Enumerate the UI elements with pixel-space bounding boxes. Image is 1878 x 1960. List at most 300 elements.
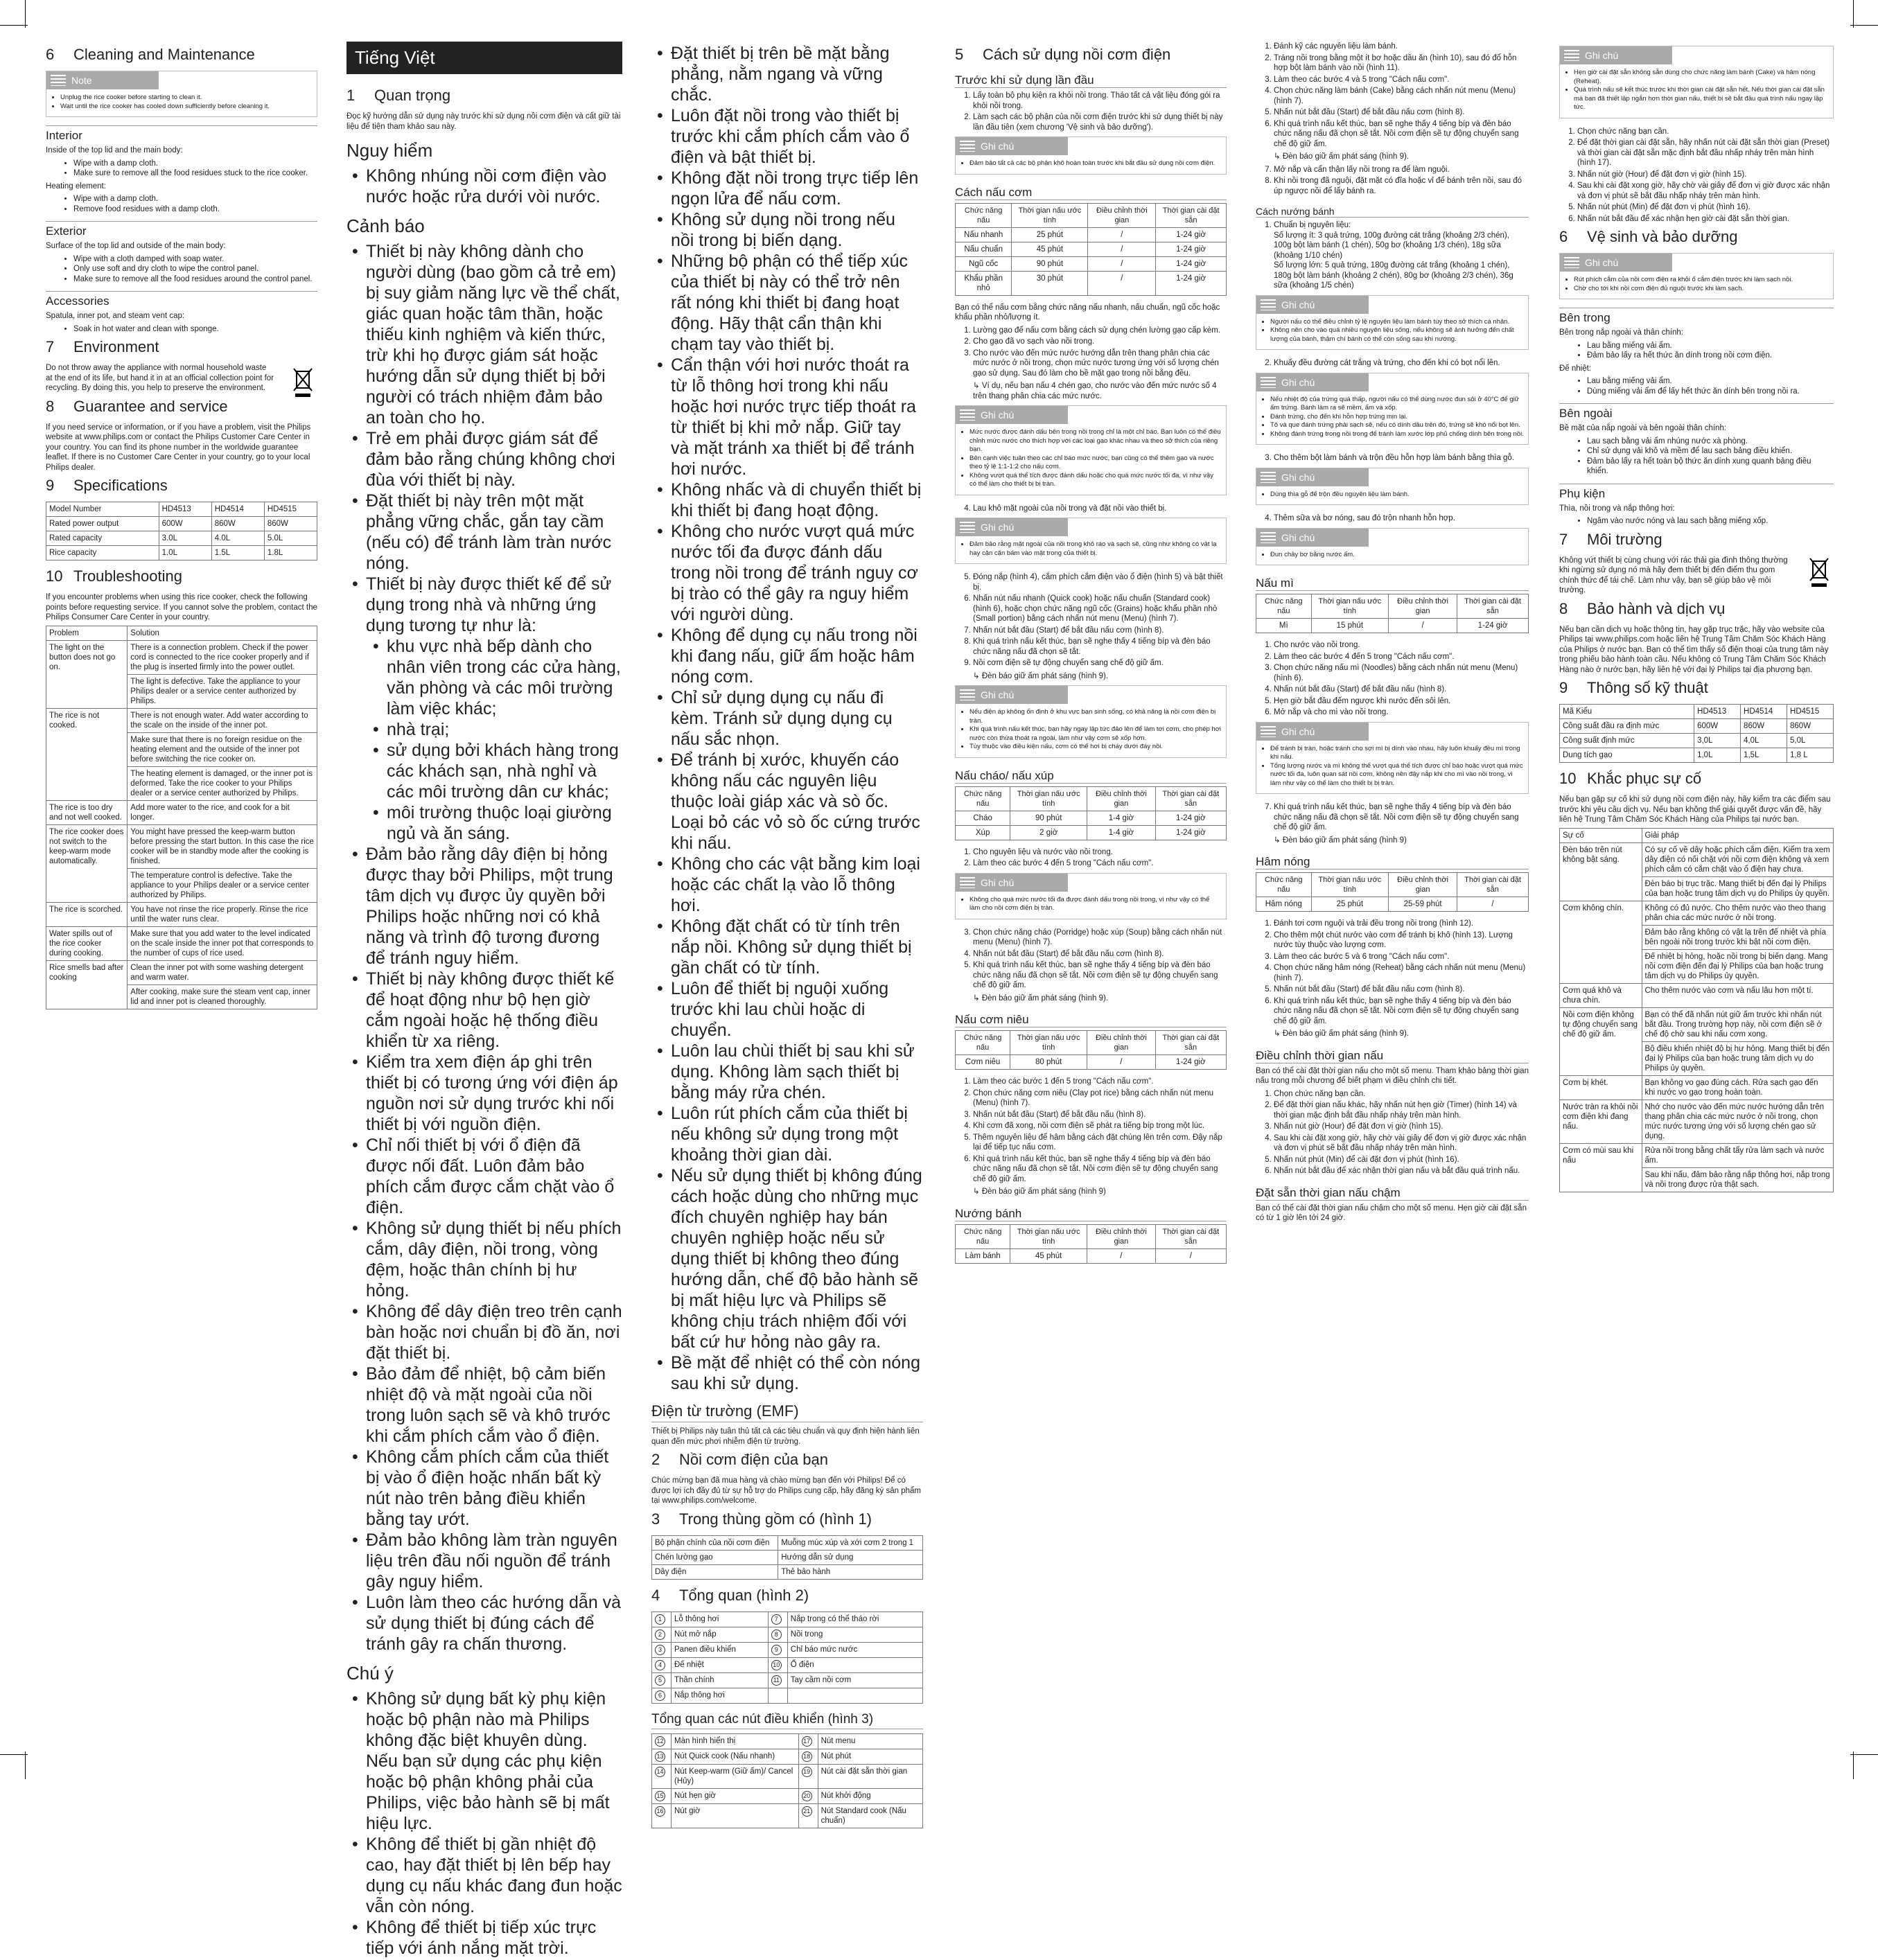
list-item: • Những bộ phận có thể tiếp xúc của thiết bị này có thể trở nên rất nóng khi thiết bị đang hoạt động. Hãy thật cẩn thận khi chạm tay vào thiết bị. [671,251,923,355]
bullet-list [1261,745,1524,788]
text-span: Đèn báo giữ ấm phát sáng (hình 9) [981,1188,1106,1196]
text-span: Ghi chú [981,876,1015,888]
text-span: 10 [46,567,63,585]
paragraph: Inside of the top lid and the main body: [46,146,183,154]
table-cell: Mã Kiểu [1560,705,1694,719]
list-item: 8. Khi nồi trong đã nguội, đặt mặt có đĩa hoặc vỉ để bánh trên nồi, sau đó úp ngược nồi để lấy bánh ra. [1274,176,1529,196]
note-icon [960,877,975,888]
paragraph: Thiết bị Philips này tuân thủ tất cả các tiêu chuẩn và quy định hiện hành liên quan đến mức phơi nhiễm điện từ trường. [651,1427,920,1446]
list-item: • Tổng lượng nước và mì không thể vượt quá thể tích được chỉ báo hoặc vượt quá mức nước tối đa, luôn quan sát nồi cơm, không nên đậy nắp khi cho mì vào nồi trong, vì làm như vậy có thể làm cho thiết bị bị tràn. [1270,762,1524,788]
list-item: • Không để dụng cụ nấu trong nồi khi đang nấu, giữ ấm hoặc hâm nóng cơm. [671,625,923,687]
list-item: 4. Lau khô mặt ngoài của nồi trong và đặt nồi vào thiết bị. [973,504,1227,514]
column-vietnamese-1 [346,42,622,1960]
note-icon [1261,472,1276,483]
list-item: • Soak in hot water and clean with sponge. [73,324,317,335]
table-cell: Nhớ cho nước vào đến mức nước hướng dẫn trên thang phân chia các mức nước ở nồi trong, chọn mức nước tương ứng với số lượng chén gạo sử dụng. [1642,1100,1834,1143]
text-span: Specifications [73,477,168,494]
numbered-list [1256,640,1529,718]
note-box [955,405,1227,495]
list-item: 4. Khi cơm đã xong, nồi cơm điện sẽ phát ra tiếng bíp trong một lúc. [973,1121,1227,1131]
table-row [652,1657,923,1672]
table-row [652,1627,923,1642]
table-cell: / [1087,1248,1155,1263]
baking-table [955,1224,1227,1264]
text-span: Cleaning and Maintenance [73,46,255,63]
table-row [1256,594,1529,619]
list-item: 7. Khi quá trình nấu kết thúc, bạn sẽ nghe thấy 4 tiếng bíp và đèn báo chức năng nấu đã chọn sẽ tắt. Nồi cơm điện sẽ tự động chuyển sang chế độ giữ ấm. [1274,802,1529,833]
list-item: • Không nhúng nồi cơm điện vào nước hoặc rửa dưới vòi nước. [366,166,622,207]
table-row [46,531,317,546]
table-cell: Muỗng múc xúp và xới cơm 2 trong 1 [778,1535,923,1550]
table-cell: 1-24 giờ [1155,1055,1226,1070]
paragraph: Bề mặt của nắp ngoài và bên ngoài thân chính: [1559,424,1727,432]
table-cell: 1,5L [1741,748,1787,763]
text-span: 4 [651,1586,660,1604]
table-row [46,546,317,560]
list-item: • Nếu điện áp không ổn định ở khu vực bạn sinh sống, có khả năng là nồi cơm điện bị tràn. [969,708,1222,725]
text-span: Trong thùng gồm có (hình 1) [679,1510,872,1528]
text-span: 18 [802,1751,812,1762]
list-item: • Wipe with a damp cloth. [73,194,317,204]
list-item: 6. Nhấn nút nấu nhanh (Quick cook) hoặc nấu chuẩn (Standard cook) (hình 6), hoặc chọn chức năng ngũ cốc (Grains) hoặc khẩu phần nhỏ (Small portion) bằng cách nhấn nút menu (Menu) (hình 7). [973,594,1227,624]
list-item: • Lau bằng miếng vải ẩm. [1587,341,1834,351]
text-span: 21 [802,1806,812,1817]
numbered-list [1256,919,1529,1026]
table-cell: Thời gian nấu ước tính [1010,1224,1087,1248]
list-item: 5. Hẹn giờ bắt đầu đếm ngược khi nước đến sôi lên. [1274,696,1529,707]
table-cell: Nấu chuẩn [956,242,1012,256]
paragraph: ↳ Đèn báo giữ ấm phát sáng (hình 9) [973,1188,1106,1196]
list-item: • Mức nước được đánh dấu bên trong nồi trong chỉ là một chỉ báo. Bạn luôn có thể điều chỉnh mức nước cho thích hợp với các loại gạo khác nhau và theo sở thích của riêng bạn. [969,428,1222,454]
table-cell: 4.0L [211,531,264,546]
text-span: Ví dụ, nếu bạn nấu 4 chén gạo, cho nước vào đến mức nước số 4 trên thang phân chia các mức nước. [973,382,1217,400]
list-item: 1. Lường gạo để nấu cơm bằng cách sử dụng chén lường gạo cấp kèm. [973,326,1227,336]
numbered-list [1256,220,1529,291]
table-row [956,786,1227,811]
table-cell: Nút menu [818,1733,922,1749]
list-item: • Bên cạnh việc tuân theo các chỉ báo mức nước, bạn cũng có thể thêm gạo và nước theo tỷ lệ 1:1-1:2 cho nấu cơm. [969,454,1222,472]
list-item: • Wait until the rice cooker has cooled down sufficiently before cleaning it. [60,103,313,112]
table-cell: Điều chỉnh thời gian [1087,786,1155,811]
paragraph: If you encounter problems when using this rice cooker, check the following points before requesting service. If you cannot solve the problem, contact the Philips Consumer Care Center in your country. [46,593,317,621]
list-item: 2. Làm theo các bước 4 đến 5 trong "Cách nấu cơm". [1274,652,1529,662]
table-cell: 1-4 giờ [1087,811,1155,825]
list-item: • Kiểm tra xem điện áp ghi trên thiết bị có tương ứng với điện áp nguồn nơi sử dụng trước khi nối thiết bị với nguồn điện. [366,1052,622,1135]
table-cell: Make sure that there is no foreign residue on the heating element and the outside of the inner pot before switching the rice cooker on. [128,732,317,766]
crop-mark [0,25,28,26]
table-cell [652,1764,672,1788]
note-box [1256,722,1529,795]
list-item: 5. Nhấn nút bắt đầu (Start) để bắt đầu nấu cơm (hình 8). [1274,985,1529,995]
section-heading [46,46,317,64]
table-row [652,1688,923,1703]
list-item: 3. Cho nước vào đến mức nước hướng dẫn trên thang phân chia các mức nước ở nồi trong, chọn mức nước tương ứng với số lượng chén gạo sử dụng. Sau đó làm cho bề mặt gạo trong nồi bằng đều. [973,348,1227,379]
list-item: • Không sử dụng bất kỳ phụ kiện hoặc bộ phận nào mà Philips không đặc biệt khuyên dùng. Nếu bạn sử dụng các phụ kiện hoặc bộ phận không phải của Philips, việc bảo hành sẽ bị mất hiệu lực. [366,1688,622,1834]
paragraph: Đế nhiệt: [1559,364,1592,373]
table-cell: 1,0L [1694,748,1741,763]
list-item: 4. Sau khi cài đặt xong giờ, hãy chờ vài giây để đơn vị giờ được xác nhận và đơn vị phút sẽ bắt đầu nhấp nháy trên màn hình. [1274,1133,1529,1154]
table-cell: Không có đủ nước. Cho thêm nước vào theo thang phân chia các mức nước ở nồi trong. [1642,901,1834,925]
list-item: • Đảm bảo lấy ra hết thức ăn dính trong nồi cơm điện. [1587,351,1834,361]
table-cell: The rice is too dry and not well cooked. [46,800,128,824]
list-item: 1. Làm theo các bước 1 đến 5 trong "Cách nấu cơm". [973,1077,1227,1087]
list-item: • môi trường thuộc loại giường ngủ và ăn sáng. [387,802,622,844]
numbered-list [955,504,1227,514]
paragraph: ↳ Đèn báo giữ ấm phát sáng (hình 9). [1274,1030,1410,1038]
table-cell: Ổ điện [787,1657,922,1672]
text-span: Ghi chú [1281,531,1315,543]
subheading: Điều chỉnh thời gian nấu [1256,1046,1529,1063]
paragraph: Spatula, inner pot, and steam vent cap: [46,312,185,320]
table-cell: There is not enough water. Add water according to the scale on the inside of the inner pot. [128,708,317,732]
table-cell [768,1642,787,1657]
table-row [652,1642,923,1657]
table-cell: 860W [1741,719,1787,734]
text-span: Ghi chú [1281,725,1315,737]
text-span: Bảo hành và dịch vụ [1587,599,1726,617]
text-span: Số lượng lớn: 5 quả trứng, 180g đường cát trắng (khoảng 1 chén), 180g bột làm bánh (khoảng 2 chén), 80g bơ (khoảng 2/3 chén), 36g sữa (khoảng 1/5 chén) [1274,261,1513,290]
bullet-list [346,1688,622,1959]
table-cell: Dây điện [652,1564,778,1579]
list-item: 2. Cho gạo đã vo sạch vào nồi trong. [973,337,1227,347]
list-item: 2. Khuấy đều đường cát trắng và trứng, cho đến khi có bọt nổi lên. [1274,358,1529,369]
list-item: • Đảm bảo lấy ra hết toàn bộ thức ăn dính xung quanh bảng điều khiển. [1587,457,1834,477]
list-item: 1. Chọn chức năng bạn cần. [1274,1089,1529,1100]
column-english [46,42,317,1016]
troubleshooting-table-vi [1559,828,1834,1192]
table-cell: Đế nhiệt [672,1657,769,1672]
note-icon [1261,377,1276,388]
list-item: • Bảo đảm để nhiệt, bộ cảm biến nhiệt độ và mặt ngoài của nồi trong luôn sạch sẽ và khô trước khi cắm phích cắm vào ổ điện. [366,1363,622,1447]
subheading-accessories: Accessories [46,291,317,308]
paragraph: Đọc kỹ hướng dẫn sử dụng này trước khi sử dụng nồi cơm điện và cất giữ tài liệu để tiện tham khảo sau này. [346,112,621,131]
crop-mark [1850,25,1878,26]
list-item: • Thiết bị này không dành cho người dùng (bao gồm cả trẻ em) bị suy giảm năng lực về thể chất, giác quan hoặc tâm thần, hoặc thiếu kinh nghiệm và kiến thức, trừ khi họ được giám sát hoặc hướng dẫn sử dụng thiết bị bởi người có trách nhiệm đảm bảo an toàn cho họ. [366,241,622,428]
table-cell: / [1088,242,1156,256]
subheading: Trước khi sử dụng lần đầu [955,71,1227,88]
subheading-caution: Chú ý [346,1663,394,1684]
table-cell: Hướng dẫn sử dụng [778,1550,923,1564]
text-span: 9 [771,1645,782,1655]
subheading-warning: Cảnh báo [346,215,425,236]
table-cell: 1-24 giờ [1457,619,1529,633]
list-item: • Thiết bị này không được thiết kế để hoạt động như bộ hẹn giờ cắm ngoài hoặc hệ thống điều khiển từ xa riêng. [366,969,622,1052]
note-box [955,873,1227,919]
table-cell [798,1733,818,1749]
paragraph: ↳ Đèn báo giữ ấm phát sáng (hình 9). [973,994,1109,1003]
table-cell: / [1155,1248,1226,1263]
table-cell: Tay cầm nồi cơm [787,1672,922,1688]
text-span: Tổng quan (hình 2) [679,1586,809,1604]
note-icon [960,409,975,421]
table-row [956,271,1227,295]
column-vietnamese-3 [955,42,1227,1271]
section-heading [1559,600,1834,618]
list-item: • Lau bằng miếng vải ẩm. [1587,376,1834,387]
paragraph: Do not throw away the appliance with normal household waste at the end of its life, but hand it in at an official collection point for recycling. By doing this, you help to preserve the environment. [46,364,274,392]
text-span: 10 [1559,770,1577,787]
table-row [1560,828,1834,842]
noodle-table [1256,594,1529,633]
table-row [956,811,1227,825]
bullet-list [1261,396,1524,439]
numbered-list [955,326,1227,379]
numbered-list [955,91,1227,132]
table-row [1560,1007,1834,1041]
list-item: • Remove food residues with a damp cloth. [73,204,317,215]
list-item: 5. Đóng nắp (hình 4), cắm phích cắm điện vào ổ điện (hình 5) và bật thiết bị. [973,572,1227,592]
list-item: • Không đặt chất có từ tính trên nắp nồi. Không sử dụng thiết bị gần chất có từ tính. [671,916,923,978]
text-span: Ghi chú [1281,299,1315,310]
table-cell: Đèn báo trên nút không bật sáng. [1560,842,1642,901]
table-cell: The light on the button does not go on. [46,640,128,708]
table-row [652,1672,923,1688]
table-cell: 4,0L [1741,734,1787,748]
list-item: • Không sử dụng thiết bị nếu phích cắm, dây điện, nồi trong, vòng đệm, hoặc thân chính bị hư hỏng. [366,1218,622,1301]
table-row [46,960,317,985]
list-item: • Chờ cho tới khi nồi cơm điện đủ nguội trước khi làm sạch. [1574,285,1829,294]
list-item: • Đánh trứng, cho đến khi hỗn hợp trứng mịn lại. [1270,413,1524,422]
table-cell: 2 giờ [1010,825,1087,840]
table-cell: / [1389,619,1457,633]
text-span: Ghi chú [981,522,1015,533]
text-span: Guarantee and service [73,397,228,415]
list-item: • Người nấu có thể điều chỉnh tỷ lệ nguyên liệu làm bánh tùy theo sở thích cá nhân. [1270,318,1524,327]
table-row [1560,719,1834,734]
list-item: • Khi quá trình nấu kết thúc, bạn hãy ngay lập tức đảo lên để làm tơi cơm, cho phép hơi nước còn thừa thoát ra ngoài, làm như vậy cơm sẽ xốp hơn. [969,725,1222,743]
list-item: • Dùng thìa gỗ để trộn đều nguyên liệu làm bánh. [1270,491,1524,500]
list-item: • Đảm bảo rằng mặt ngoài của nồi trong khô ráo và sạch sẽ, cũng như không có vật lạ hay cặn cặn bám vào mặt trong của thiết bị. [969,540,1222,558]
text-span: 13 [655,1751,665,1762]
table-cell: 30 phút [1012,271,1088,295]
table-cell: The temperature control is defective. Take the appliance to your Philips dealer or a service center authorized by Philips. [128,868,317,902]
list-item: • Đặt thiết bị này trên một mặt phẳng vững chắc, gắn tay cầm (nếu có) để tránh làm tràn nước nóng. [366,491,622,574]
subheading: Nấu cháo/ nấu xúp [955,766,1227,784]
table-cell [652,1657,672,1672]
table-cell: 3,0L [1694,734,1741,748]
table-cell: The rice is scorched. [46,902,128,926]
text-span: 2 [655,1630,665,1640]
table-cell: / [1088,227,1156,242]
list-item: 6. Nhấn nút bắt đầu để xác nhận hẹn giờ cài đặt sẵn thời gian. [1577,214,1834,224]
table-cell: Add more water to the rice, and cook for a bit longer. [128,800,317,824]
text-span: Environment [73,338,159,355]
table-cell: Rice capacity [46,546,159,560]
subheading-danger: Nguy hiểm [346,140,433,161]
text-span: 5 [655,1675,665,1686]
paragraph: Surface of the top lid and outside of the main body: [46,242,226,250]
table-cell: Nồi cơm điện không tự động chuyển sang chế độ giữ ấm. [1560,1007,1642,1075]
bullet-list [46,324,317,335]
table-cell: Màn hình hiển thị [672,1733,799,1749]
numbered-list [955,847,1227,869]
bullet-list [960,159,1222,168]
table-row [1560,1100,1834,1143]
table-cell: 1-4 giờ [1087,825,1155,840]
section-heading [1559,531,1834,549]
list-item: 5. Nhấn nút phút (Min) để đặt đơn vị phút (hình 16). [1577,202,1834,213]
crossed-out-wheelie-bin-icon [292,366,313,398]
table-cell: Nắp trong có thể tháo rời [787,1612,922,1627]
note-icon [51,75,66,86]
bullet-list [46,159,317,179]
table-cell: Nút Quick cook (Nấu nhanh) [672,1749,799,1764]
table-cell: 5.0L [264,531,317,546]
box-contents-table [651,1535,923,1580]
table-cell: You might have pressed the keep-warm button before pressing the start button. In this case the rice cooker will be in standby mode after the cooking is finished. [128,824,317,868]
list-item: • Luôn làm theo các hướng dẫn và sử dụng thiết bị đúng cách để tránh gây ra chấn thương. [366,1592,622,1654]
reheat-table [1256,872,1529,912]
subheading: Cách nấu cơm [955,183,1227,200]
table-cell: / [1088,271,1156,295]
table-cell: 860W [264,517,317,531]
specifications-table [46,502,317,560]
bullet-list [1564,276,1829,293]
bullet-list [1261,551,1524,560]
list-item: 3. Cho thêm bột làm bánh và trộn đều hỗn hợp làm bánh bằng thìa gỗ. [1274,453,1529,463]
table-cell: Panen điều khiển [672,1642,769,1657]
text-span: 14 [655,1767,665,1777]
table-cell: 80 phút [1010,1055,1087,1070]
table-row [652,1733,923,1749]
list-item: • Luôn để thiết bị nguội xuống trước khi lau chùi hoặc di chuyển. [671,978,923,1041]
note-box [1559,46,1834,118]
subheading-exterior: Exterior [46,221,317,238]
table-cell: Rated capacity [46,531,159,546]
list-item: • Đun chảy bơ bằng nước ấm. [1270,551,1524,560]
table-cell [768,1688,787,1703]
list-item: 2. Chọn chức năng cơm niêu (Clay pot rice) bằng cách nhấn nút menu (Menu) (hình 7). [973,1088,1227,1109]
text-span: 7 [771,1614,782,1625]
table-cell: Nắp thông hơi [672,1688,769,1703]
table-cell: 90 phút [1010,811,1087,825]
section-heading [651,1451,923,1469]
list-item: 3. Nhấn nút giờ (Hour) để đặt đơn vị giờ (hình 15). [1274,1122,1529,1132]
bullet-list [1261,318,1524,344]
crop-mark [0,1754,28,1755]
list-item: • Make sure to remove all the food residues stuck to the rice cooker. [73,168,317,179]
table-cell: Thời gian cài đặt sẵn [1457,873,1529,897]
table-cell: Thời gian nấu ước tính [1012,203,1088,227]
table-row [652,1749,923,1764]
section-heading [1559,770,1834,788]
table-cell: Nút Keep-warm (Giữ ấm)/ Cancel (Hủy) [672,1764,799,1788]
table-row [1560,705,1834,719]
paragraph: ↳ Đèn báo giữ ấm phát sáng (hình 9) [1274,836,1407,845]
paragraph: Bạn có thể cài đặt thời gian nấu cho một số menu. Tham khảo bảng thời gian nấu trong mỗi chương để biết phạm vi điều chỉnh chi tiết. [1256,1066,1529,1085]
list-item: • Không cắm phích cắm của thiết bị vào ổ điện hoặc nhấn bất kỳ nút nào trên bảng điều khiển bằng tay ướt. [366,1447,622,1530]
table-cell: After cooking, make sure the steam vent cap, inner lid and inner pot is cleaned thoroughly. [128,985,317,1009]
table-row [652,1535,923,1550]
numbered-list [1256,453,1529,463]
table-cell [768,1657,787,1672]
list-item: 1. Đánh tơi cơm nguội và trải đều trong nồi trong (hình 12). [1274,919,1529,929]
list-item: 6. Nhấn nút bắt đầu để xác nhận thời gian nấu và bắt đầu quá trình nấu. [1274,1166,1529,1176]
numbered-list [1256,165,1529,197]
table-cell: Ngũ cốc [956,256,1012,271]
subheading-controls: Tổng quan các nút điều khiển (hình 3) [651,1712,923,1729]
text-span: Ghi chú [1585,50,1619,61]
subheading: Nấu cơm niêu [955,1010,1227,1027]
table-row [1560,1143,1834,1167]
text-span: Đèn báo giữ ấm phát sáng (hình 9). [981,671,1109,680]
table-cell: Nút mở nắp [672,1627,769,1642]
text-span: 7 [1559,530,1568,548]
specifications-table-vi [1559,704,1834,763]
rice-cooking-table [955,203,1227,296]
table-cell: Rửa nồi trong bằng chất tẩy rửa làm sạch và nước ấm. [1642,1143,1834,1167]
list-item: 5. Thêm nguyên liệu để hâm bằng cách đặt chúng lên trên cơm. Đậy nắp lại để tiếp tục nấu cơm. [973,1133,1227,1153]
table-cell: 1-24 giờ [1156,271,1227,295]
table-cell: Điều chỉnh thời gian [1087,1031,1155,1055]
controls-table [651,1733,923,1828]
table-cell: 1.5L [211,546,264,560]
table-cell [652,1612,672,1627]
table-cell: Problem [46,626,128,640]
bullet-list [1559,341,1834,361]
table-cell: Công suất đầu ra định mức [1560,719,1694,734]
numbered-list [1559,127,1834,224]
list-item: 8. Khi quá trình nấu kết thúc, bạn sẽ nghe thấy 4 tiếng bíp và đèn báo chức năng nấu đã chọn sẽ tắt. [973,637,1227,657]
table-cell: 3.0L [159,531,211,546]
note-icon [960,689,975,700]
list-item: • Đảm bảo rằng dây điện bị hỏng được thay bởi Philips, một trung tâm dịch vụ được ủy quyền bởi Philips hoặc những nơi có khả năng và trình độ tương đương để tránh nguy hiểm. [366,844,622,969]
list-item: • Wipe with a damp cloth. [73,159,317,169]
list-item: • Không cho nước vượt quá mức nước tối đa được đánh dấu trong nồi trong để tránh nguy cơ bị trào có thể gây ra nguy hiểm với người dùng. [671,521,923,625]
table-cell: 45 phút [1010,1248,1087,1263]
bullet-list [960,896,1222,913]
section-heading [46,398,317,416]
text-span: 3 [655,1645,665,1655]
bullet-list [960,428,1222,489]
numbered-list [1256,42,1529,149]
table-row [46,626,317,640]
table-cell: The heating element is damaged, or the inner pot is deformed. Take the rice cooker to your Philips dealer or a service center authorized by Philips. [128,766,317,800]
table-cell: Xúp [956,825,1010,840]
text-span: 15 [655,1791,665,1801]
list-item: • Chỉ sử dụng vải khô và mềm để lau sạch bảng điều khiển. [1587,446,1834,457]
table-cell: / [1088,256,1156,271]
table-cell: The light is defective. Take the appliance to your Philips dealer or a service center authorized by Philips. [128,674,317,708]
section-heading [1559,679,1834,697]
list-item: • Ngâm vào nước nóng và lau sạch bằng miếng xốp. [1587,516,1834,527]
numbered-list [1256,802,1529,833]
bullet-list [1559,516,1834,527]
list-item: 3. Chọn chức năng nấu mì (Noodles) bằng cách nhấn nút menu (Menu) (hình 6). [1274,663,1529,683]
table-row [46,517,317,531]
text-span: 9 [1559,679,1568,696]
crop-mark [1850,1754,1878,1755]
list-item: 1. Lấy toàn bộ phụ kiện ra khỏi nồi trong. Tháo tất cả vật liệu đóng gói ra khỏi nồi trong. [973,91,1227,111]
text-span: Quan trọng [374,87,451,104]
note-icon [960,141,975,152]
table-cell: HD4515 [1787,705,1834,719]
paragraph: If you need service or information, or if you have a problem, visit the Philips website at www.philips.com or contact the Philips Customer Care Center in your country. You can find its phone number in the worldwide guarantee leaflet. If there is no Customer Care Center in your country, go to your local Philips dealer. [46,423,311,472]
table-row [956,1248,1227,1263]
table-cell [652,1749,672,1764]
table-cell: Có sự cố về dây hoặc phích cắm điện. Kiểm tra xem dây điện có nối chặt với nồi cơm điện không và xem phích cắm có cắm chặt vào ổ điện hay chưa. [1642,842,1834,876]
table-cell [652,1688,672,1703]
table-row [652,1764,923,1788]
text-span: 16 [655,1806,665,1817]
text-span: 1 [346,87,356,104]
table-cell: Điều chỉnh thời gian [1087,1224,1155,1248]
list-item: 4. Chọn chức năng làm bánh (Cake) bằng cách nhấn nút menu (Menu) (hình 7). [1274,86,1529,106]
list-item: • Lau sạch bằng vải ẩm nhúng nước xà phòng. [1587,436,1834,447]
table-row [652,1612,923,1627]
overview-table [651,1612,923,1704]
table-cell: Thời gian cài đặt sẵn [1155,1031,1226,1055]
